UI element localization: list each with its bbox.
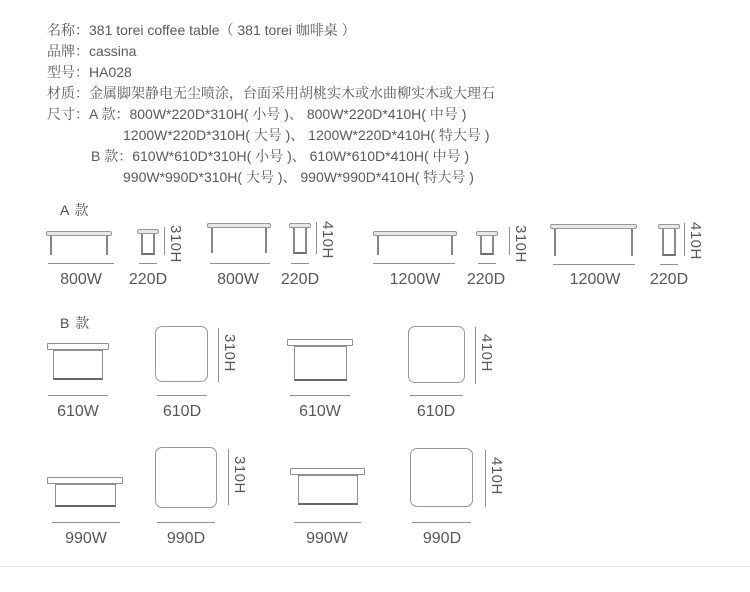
a2-height-dim-label: 410H	[319, 221, 336, 259]
a3-front-dim-line	[373, 263, 455, 264]
spec-line-size-a2: 1200W*220D*310H( 大号 )、 1200W*220D*410H( 特大号 )	[123, 127, 490, 143]
b1-top-dim-line	[157, 395, 207, 396]
section-a-label: A 款	[60, 202, 90, 218]
a1-front-dim-label: 800W	[60, 271, 102, 288]
spec-line-name: 名称：381 torei coffee table（ 381 torei 咖啡桌 ）	[47, 22, 356, 38]
a2-height-dim-line	[316, 222, 317, 254]
a4-front-dim-line	[553, 264, 635, 265]
section-b-label: B 款	[60, 315, 91, 331]
b2-top-dim-label: 610D	[416, 403, 456, 420]
bottom-divider	[0, 566, 750, 567]
a1-height-dim-line	[164, 227, 165, 255]
a2-front-dim-label: 800W	[217, 271, 259, 288]
spec-text-block	[47, 20, 495, 188]
b1-top-dim-label: 610D	[162, 403, 202, 420]
b1-height-dim-label: 310H	[221, 334, 238, 372]
spec-line-model: 型号：HA028	[47, 64, 132, 80]
a2-front-dim-line	[210, 263, 270, 264]
a2-side-dim-line	[291, 263, 309, 264]
a4-side-dim-label: 220D	[649, 271, 689, 288]
b2-top-view-drawing	[408, 326, 465, 383]
a4-front-dim-label: 1200W	[569, 271, 621, 288]
a4-height-dim-label: 410H	[687, 222, 704, 260]
a4-side-dim-line	[660, 264, 678, 265]
b4-top-view-drawing	[410, 448, 473, 507]
b4-top-dim-line	[412, 522, 471, 523]
b4-front-dim-label: 990W	[306, 530, 348, 547]
spec-line-size-b1: B 款：610W*610D*310H( 小号 )、 610W*610D*410H( 中号 )	[91, 148, 470, 164]
b2-height-dim-line	[475, 327, 476, 384]
b1-front-dim-label: 610W	[57, 403, 99, 420]
b3-top-view-drawing	[155, 447, 217, 508]
a4-height-dim-line	[684, 223, 685, 256]
a3-side-dim-line	[478, 263, 496, 264]
b4-height-dim-label: 410H	[488, 457, 505, 495]
b3-front-dim-label: 990W	[65, 530, 107, 547]
b4-top-dim-label: 990D	[422, 530, 462, 547]
a1-side-dim-line	[139, 263, 157, 264]
a1-front-dim-line	[48, 263, 114, 264]
b1-top-view-drawing	[155, 326, 208, 382]
b2-top-dim-line	[410, 395, 463, 396]
b3-front-dim-line	[52, 522, 120, 523]
b3-height-dim-label: 310H	[231, 456, 248, 494]
b3-top-dim-label: 990D	[166, 530, 206, 547]
b3-top-dim-line	[157, 522, 215, 523]
b2-front-dim-line	[290, 395, 350, 396]
a3-side-dim-label: 220D	[466, 271, 506, 288]
a1-height-dim-label: 310H	[167, 225, 184, 263]
b1-front-dim-line	[48, 395, 108, 396]
b4-height-dim-line	[485, 450, 486, 507]
a3-height-dim-line	[509, 227, 510, 255]
spec-line-size-a1: 尺寸：A 款：800W*220D*310H( 小号 )、 800W*220D*410H( 中号 )	[47, 106, 467, 122]
b3-height-dim-line	[228, 449, 229, 505]
spec-line-material: 材质：金属脚架静电无尘喷涂，台面采用胡桃实木或水曲柳实木或大理石	[47, 85, 495, 101]
spec-line-brand: 品牌：cassina	[47, 43, 137, 59]
b2-front-dim-label: 610W	[299, 403, 341, 420]
a3-front-dim-label: 1200W	[389, 271, 441, 288]
spec-line-size-b2: 990W*990D*310H( 大号 )、 990W*990D*410H( 特大号 )	[123, 169, 474, 185]
b4-front-dim-line	[294, 522, 361, 523]
a1-side-dim-label: 220D	[128, 271, 168, 288]
a3-height-dim-label: 310H	[512, 225, 529, 263]
b2-height-dim-label: 410H	[478, 334, 495, 372]
a2-side-dim-label: 220D	[280, 271, 320, 288]
b1-height-dim-line	[218, 328, 219, 382]
